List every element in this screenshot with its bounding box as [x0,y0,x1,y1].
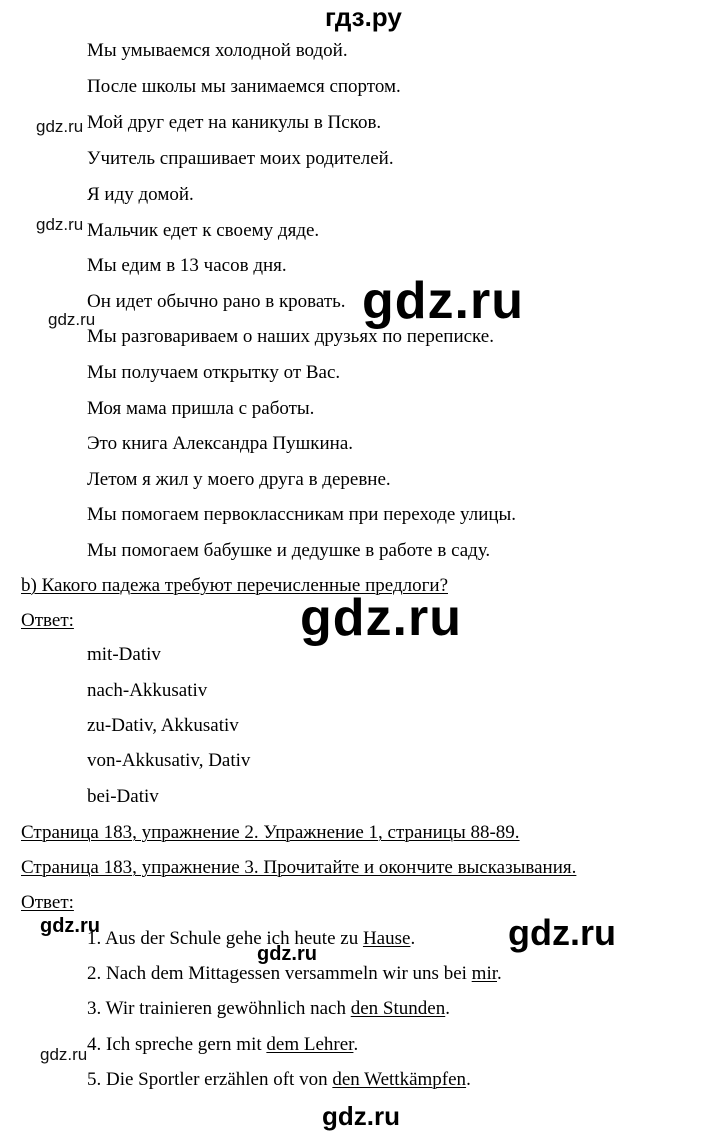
sentence-line: После школы мы занимаемся спортом. [87,76,401,97]
watermark-large: gdz.ru [300,589,462,647]
sentence-line: Он идет обычно рано в кровать. [87,291,346,312]
answer-text: 1. Aus der Schule gehe ich heute zu [87,928,363,949]
answer-label-2: Ответ: [21,892,74,913]
preposition-item: zu-Dativ, Akkusativ [87,715,239,736]
sentence-line: Мы помогаем первоклассникам при переходе улицы. [87,504,517,525]
watermark-footer: gdz.ru [322,1101,400,1131]
watermark-large: gdz.ru [508,912,616,953]
answer-line [87,999,450,1018]
site-header-watermark: гдз.ру [325,2,402,32]
answer-punct: . [410,928,416,949]
answer-text: 3. Wir trainieren gewöhnlich nach [87,998,351,1019]
task-heading-3: Страница 183, упражнение 3. Прочитайте и окончите высказывания. [21,857,577,878]
preposition-item: von-Akkusativ, Dativ [87,750,251,771]
watermark-medium: gdz.ru [40,915,100,937]
answer-punct: . [466,1069,471,1090]
sentence-line: Мы получаем открытку от Вас. [87,362,341,383]
answer-line [87,1070,471,1089]
preposition-item: mit-Dativ [87,644,161,665]
sentence-line: Мой друг едет на каникулы в Псков. [87,112,382,133]
answer-punct: . [353,1034,359,1055]
sentence-line: Мальчик едет к своему дяде. [87,220,320,241]
watermark-large: gdz.ru [362,272,524,330]
sentence-line: Мы умываемся холодной водой. [87,40,348,61]
sentence-line: Это книга Александра Пушкина. [87,433,353,454]
answer-underlined: dem Lehrer [266,1034,354,1055]
sentence-line: Мы помогаем бабушке и дедушке в работе в саду. [87,540,491,561]
sentence-line: Мы разговариваем о наших друзьях по переписке. [87,326,494,347]
answer-underlined: den Stunden [350,998,446,1019]
answer-line [87,964,502,983]
sentence-line: Учитель спрашивает моих родителей. [87,148,394,169]
watermark-small: gdz.ru [36,215,84,234]
watermark-small: gdz.ru [40,1045,88,1064]
answer-text: 4. Ich spreche gern mit [87,1034,267,1055]
answer-punct: . [445,998,450,1019]
preposition-item: bei-Dativ [87,786,159,807]
task-heading-2: Страница 183, упражнение 2. Упражнение 1, страницы 88-89. [21,822,520,843]
sentence-line: Мы едим в 13 часов дня. [87,255,287,276]
answer-text: 2. Nach dem Mittagessen versammeln wir uns bei [87,963,472,984]
answer-underlined: mir [471,963,498,984]
preposition-item: nach-Akkusativ [87,680,208,701]
watermark-small: gdz.ru [48,310,96,329]
answer-text: 5. Die Sportler erzählen oft von [87,1069,333,1090]
answer-punct: . [497,963,502,984]
question-b: b) Какого падежа требуют перечисленные предлоги? [21,575,448,596]
sentence-line: Летом я жил у моего друга в деревне. [87,469,391,490]
answer-line [87,1035,358,1054]
sentence-line: Моя мама пришла с работы. [87,398,315,419]
watermark-small: gdz.ru [36,117,84,136]
sentence-line: Я иду домой. [87,184,194,205]
answer-underlined: den Wettkämpfen [332,1069,467,1090]
answer-line [87,929,415,948]
watermark-medium: gdz.ru [257,943,317,965]
answer-label: Ответ: [21,610,74,631]
answer-underlined: Hause [362,928,411,949]
